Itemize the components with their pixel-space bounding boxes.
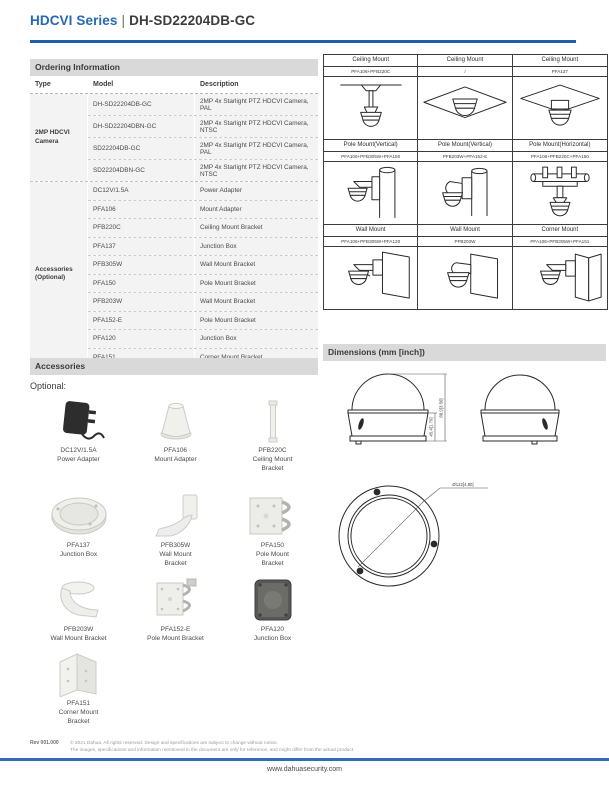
- accessory-name: Pole Mount Bracket: [256, 550, 289, 567]
- mount-cell: [324, 140, 418, 225]
- ordering-column-header: Description: [200, 81, 239, 88]
- pole-vertical-arm-icon: [324, 162, 417, 224]
- accessory-name: Pole Mount Bracket: [147, 634, 204, 642]
- title-separator: |: [121, 13, 126, 28]
- pole-strap-bracket-icon: [238, 493, 308, 539]
- accessories-section-header: Accessories: [30, 358, 318, 375]
- accessory-name: Wall Mount Bracket: [50, 634, 107, 642]
- mount-cell: [513, 55, 607, 140]
- wall-curve-bracket-icon: [44, 577, 114, 623]
- ceiling-tube-bracket-icon: [238, 398, 308, 444]
- mount-parts: PFB203W: [418, 237, 511, 247]
- ordering-model-cell: DH-SD22204DB-GC: [88, 94, 194, 115]
- ordering-group: [30, 94, 318, 182]
- table-row: [88, 238, 318, 257]
- ordering-description-cell: 2MP 4x Starlight PTZ HDCVI Camera, PAL: [195, 138, 318, 159]
- table-row: [88, 94, 318, 116]
- ordering-model-cell: PFB220C: [88, 219, 194, 237]
- accessory-item: [127, 577, 224, 651]
- pole-clamp-bracket-icon: [141, 577, 211, 623]
- ceiling-flush-icon: [418, 77, 511, 139]
- ordering-description-cell: Wall Mount Bracket: [195, 293, 318, 311]
- mount-cell: [513, 225, 607, 309]
- ordering-table: [30, 76, 318, 367]
- model-title: DH-SD22204DB-GC: [129, 13, 256, 28]
- accessory-model: PFA152-E: [160, 626, 191, 633]
- accessory-name: Wall Mount Bracket: [159, 550, 192, 567]
- ordering-column-header: Type: [35, 81, 51, 88]
- mount-title: Wall Mount: [418, 225, 511, 237]
- ordering-description-cell: 2MP 4x Starlight PTZ HDCVI Camera, NTSC: [195, 116, 318, 137]
- mount-cell: [324, 225, 418, 309]
- accessory-item: [127, 493, 224, 577]
- ordering-section-header: Ordering Information: [30, 59, 318, 76]
- mount-title: Pole Mount(Horizontal): [513, 140, 607, 152]
- mount-cell: [418, 225, 512, 309]
- dome-side-view-drawing: [336, 370, 454, 448]
- accessory-model: DC12V/1.5A: [60, 447, 97, 454]
- series-title: HDCVI Series: [30, 13, 118, 28]
- ordering-model-cell: PFB305W: [88, 256, 194, 274]
- ordering-model-cell: DC12V/1.5A: [88, 182, 194, 200]
- mount-title: Pole Mount(Vertical): [324, 140, 417, 152]
- ordering-model-cell: PFA152-E: [88, 312, 194, 330]
- ceiling-pendant-icon: [324, 77, 417, 139]
- accessory-item: [30, 651, 127, 741]
- legal-line-1: © 2021 Dahua. All rights reserved. Design and specifications are subject to change without notice.: [70, 741, 279, 746]
- corner-arm-icon: [513, 247, 607, 309]
- mount-parts: PFA106+PFB220C: [324, 67, 417, 77]
- accessory-model: PFB203W: [63, 626, 94, 633]
- accessory-name: Ceiling Mount Bracket: [252, 455, 293, 472]
- dome-front-view-drawing: [470, 370, 570, 448]
- ordering-model-cell: PFA106: [88, 201, 194, 219]
- accessory-model: PFA106: [163, 447, 188, 454]
- table-row: [88, 182, 318, 201]
- footer-rule: [0, 758, 609, 761]
- mount-parts: /: [418, 67, 511, 77]
- ordering-model-cell: SD22204DB-GC: [88, 138, 194, 159]
- dimensions-section-header: Dimensions (mm [inch]): [323, 344, 606, 361]
- mount-title: Ceiling Mount: [418, 55, 511, 67]
- table-row: [88, 160, 318, 181]
- table-row: [88, 116, 318, 138]
- mount-title: Corner Mount: [513, 225, 607, 237]
- mount-title: Ceiling Mount: [513, 55, 607, 67]
- mount-parts: PFA106+PFB305W+PFA120: [324, 237, 417, 247]
- ordering-model-cell: DH-SD22204DBN-GC: [88, 116, 194, 137]
- power-adapter-icon: [44, 398, 114, 444]
- ordering-description-cell: Ceiling Mount Bracket: [195, 219, 318, 237]
- mount-cell: [418, 55, 512, 140]
- mount-parts: PFA106+PFB305W+PFA150: [324, 152, 417, 162]
- ordering-description-cell: Pole Mount Bracket: [195, 275, 318, 293]
- ordering-rows: [88, 94, 318, 181]
- accessories-subtitle: Optional:: [30, 381, 67, 391]
- mount-options-grid: [323, 54, 608, 310]
- page-title: [30, 13, 255, 28]
- ordering-description-cell: Wall Mount Bracket: [195, 256, 318, 274]
- diameter-label: Ø122[4.80]: [452, 482, 474, 487]
- accessories-grid: [30, 398, 321, 741]
- header-rule: [30, 40, 576, 43]
- junction-box-round-icon: [44, 493, 114, 539]
- ordering-group: [30, 182, 318, 367]
- wall-arm-bracket-icon: [141, 493, 211, 539]
- accessory-name: Junction Box: [253, 634, 292, 642]
- mount-cell: [324, 55, 418, 140]
- ordering-table-header: [30, 76, 318, 94]
- accessory-model: PFA151: [66, 700, 91, 707]
- accessory-name: Power Adapter: [57, 455, 100, 463]
- accessory-item: [224, 577, 321, 651]
- mount-parts: PFA106+PFB305W+PFA151: [513, 237, 607, 247]
- dome-bottom-view-drawing: [336, 476, 526, 598]
- accessory-item: [30, 398, 127, 493]
- accessory-name: Junction Box: [59, 550, 98, 558]
- table-row: [88, 275, 318, 294]
- accessory-model: PFB220C: [258, 447, 287, 454]
- pole-vertical-curve-icon: [418, 162, 511, 224]
- accessory-model: PFB305W: [160, 542, 191, 549]
- total-height-label: 88.9[3.50]: [438, 398, 444, 418]
- ordering-description-cell: Junction Box: [195, 238, 318, 256]
- ordering-description-cell: Junction Box: [195, 330, 318, 348]
- accessory-item: [224, 493, 321, 577]
- ordering-rows: [88, 182, 318, 366]
- table-row: [88, 256, 318, 275]
- mount-title: Ceiling Mount: [324, 55, 417, 67]
- junction-box-square-icon: [238, 577, 308, 623]
- mount-parts: PFB203W+PFA152-E: [418, 152, 511, 162]
- mount-title: Pole Mount(Vertical): [418, 140, 511, 152]
- mount-adapter-icon: [141, 398, 211, 444]
- mount-cell: [513, 140, 607, 225]
- ordering-model-cell: PFB203W: [88, 293, 194, 311]
- accessory-model: PFA137: [66, 542, 91, 549]
- accessory-model: PFA120: [260, 626, 285, 633]
- ordering-model-cell: SD22204DBN-GC: [88, 160, 194, 181]
- table-row: [88, 312, 318, 331]
- body-height-label: 45.4[1.79]: [428, 417, 434, 437]
- website-link[interactable]: www.dahuasecurity.com: [267, 766, 342, 773]
- ordering-description-cell: Pole Mount Bracket: [195, 312, 318, 330]
- ordering-description-cell: 2MP 4x Starlight PTZ HDCVI Camera, NTSC: [195, 160, 318, 181]
- revision-label: Rev 001.000: [30, 740, 59, 746]
- ordering-type-cell: 2MP HDCVI Camera: [30, 94, 87, 181]
- mount-title: Wall Mount: [324, 225, 417, 237]
- accessory-name: Mount Adapter: [154, 455, 197, 463]
- legal-line-2: The images, specifications and information mentioned in the document are only for reference, and might differ from the actual product.: [70, 748, 355, 753]
- mount-parts: PFA106+PFB220C+PFA150: [513, 152, 607, 162]
- table-row: [88, 293, 318, 312]
- table-row: [88, 138, 318, 160]
- ordering-description-cell: 2MP 4x Starlight PTZ HDCVI Camera, PAL: [195, 94, 318, 115]
- table-row: [88, 330, 318, 349]
- mount-parts: PFA137: [513, 67, 607, 77]
- ordering-type-cell: Accessories (Optional): [30, 182, 87, 366]
- ordering-model-cell: PFA150: [88, 275, 194, 293]
- ceiling-junction-icon: [513, 77, 607, 139]
- ordering-description-cell: Power Adapter: [195, 182, 318, 200]
- table-row: [88, 201, 318, 220]
- accessory-name: Corner Mount Bracket: [58, 708, 99, 725]
- ordering-table-body: [30, 94, 318, 367]
- ordering-column-header: Model: [93, 81, 114, 88]
- ordering-description-cell: Mount Adapter: [195, 201, 318, 219]
- mount-cell: [418, 140, 512, 225]
- corner-panel-bracket-icon: [44, 651, 114, 697]
- ordering-model-cell: PFA137: [88, 238, 194, 256]
- accessory-item: [224, 398, 321, 493]
- accessory-item: [30, 577, 127, 651]
- wall-direct-icon: [418, 247, 511, 309]
- table-row: [88, 219, 318, 238]
- accessory-item: [30, 493, 127, 577]
- legal-text: [70, 740, 490, 754]
- ordering-model-cell: PFA120: [88, 330, 194, 348]
- accessory-model: PFA150: [260, 542, 285, 549]
- wall-arm-icon: [324, 247, 417, 309]
- pole-horizontal-icon: [513, 162, 607, 224]
- accessory-item: [127, 398, 224, 493]
